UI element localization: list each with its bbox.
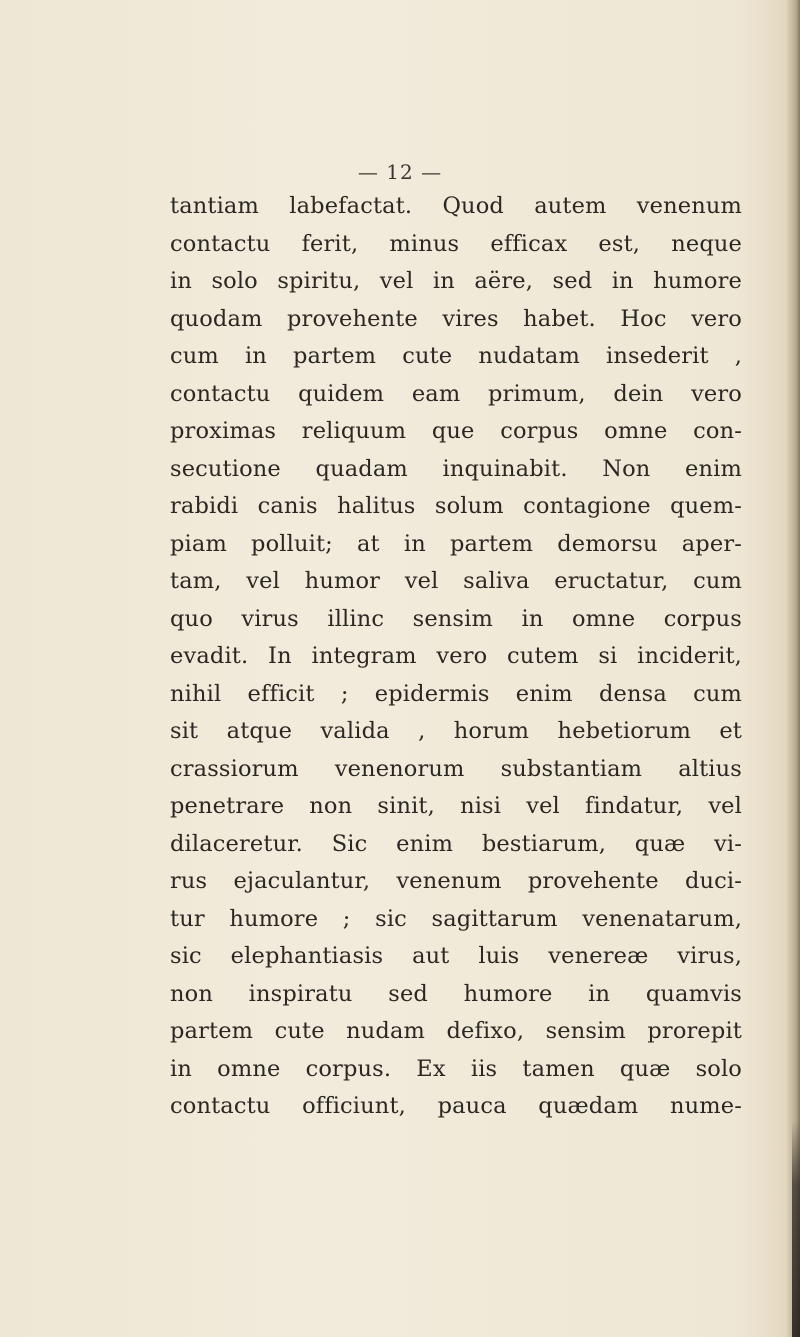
text-line: tantiam labefactat. Quod autem venenum: [170, 193, 742, 219]
page-number: — 12 —: [357, 160, 443, 184]
text-line: contactu quidem eam primum, dein vero: [170, 380, 742, 407]
text-line: evadit. In integram vero cutem si inciderit,: [170, 643, 742, 669]
text-line: rabidi canis halitus solum contagione quem-: [170, 493, 742, 519]
text-line: crassiorum venenorum substantiam altius: [170, 755, 742, 782]
text-line: cum in partem cute nudatam insederit ,: [170, 343, 742, 369]
text-line: in omne corpus. Ex iis tamen quæ solo: [170, 1055, 742, 1082]
text-line: contactu ferit, minus efficax est, neque: [170, 230, 742, 257]
text-line: proximas reliquum que corpus omne con-: [170, 418, 742, 444]
text-line: sit atque valida , horum hebetiorum et: [170, 718, 742, 744]
text-line: tam, vel humor vel saliva eructatur, cum: [170, 568, 742, 594]
text-line: in solo spiritu, vel in aëre, sed in humore: [170, 268, 742, 294]
text-line: piam polluit; at in partem demorsu aper-: [170, 530, 742, 557]
text-line: quo virus illinc sensim in omne corpus: [170, 605, 742, 632]
text-line: nihil efficit ; epidermis enim densa cum: [170, 680, 742, 707]
text-line: tur humore ; sic sagittarum venenatarum,: [170, 905, 742, 932]
text-line: secutione quadam inquinabit. Non enim: [170, 455, 742, 482]
text-line: quodam provehente vires habet. Hoc vero: [170, 305, 742, 332]
text-line: sic elephantiasis aut luis venereæ virus,: [170, 943, 742, 969]
text-line: dilaceretur. Sic enim bestiarum, quæ vi-: [170, 830, 742, 857]
page-edge-dark: [792, 1120, 800, 1337]
text-line: partem cute nudam defixo, sensim prorepit: [170, 1018, 742, 1044]
body-text: [170, 188, 742, 1126]
text-line: non inspiratu sed humore in quamvis: [170, 980, 742, 1007]
text-line: rus ejaculantur, venenum provehente duci-: [170, 868, 742, 894]
text-line: penetrare non sinit, nisi vel findatur, vel: [170, 793, 742, 819]
text-line: contactu officiunt, pauca quædam nume-: [170, 1093, 742, 1119]
